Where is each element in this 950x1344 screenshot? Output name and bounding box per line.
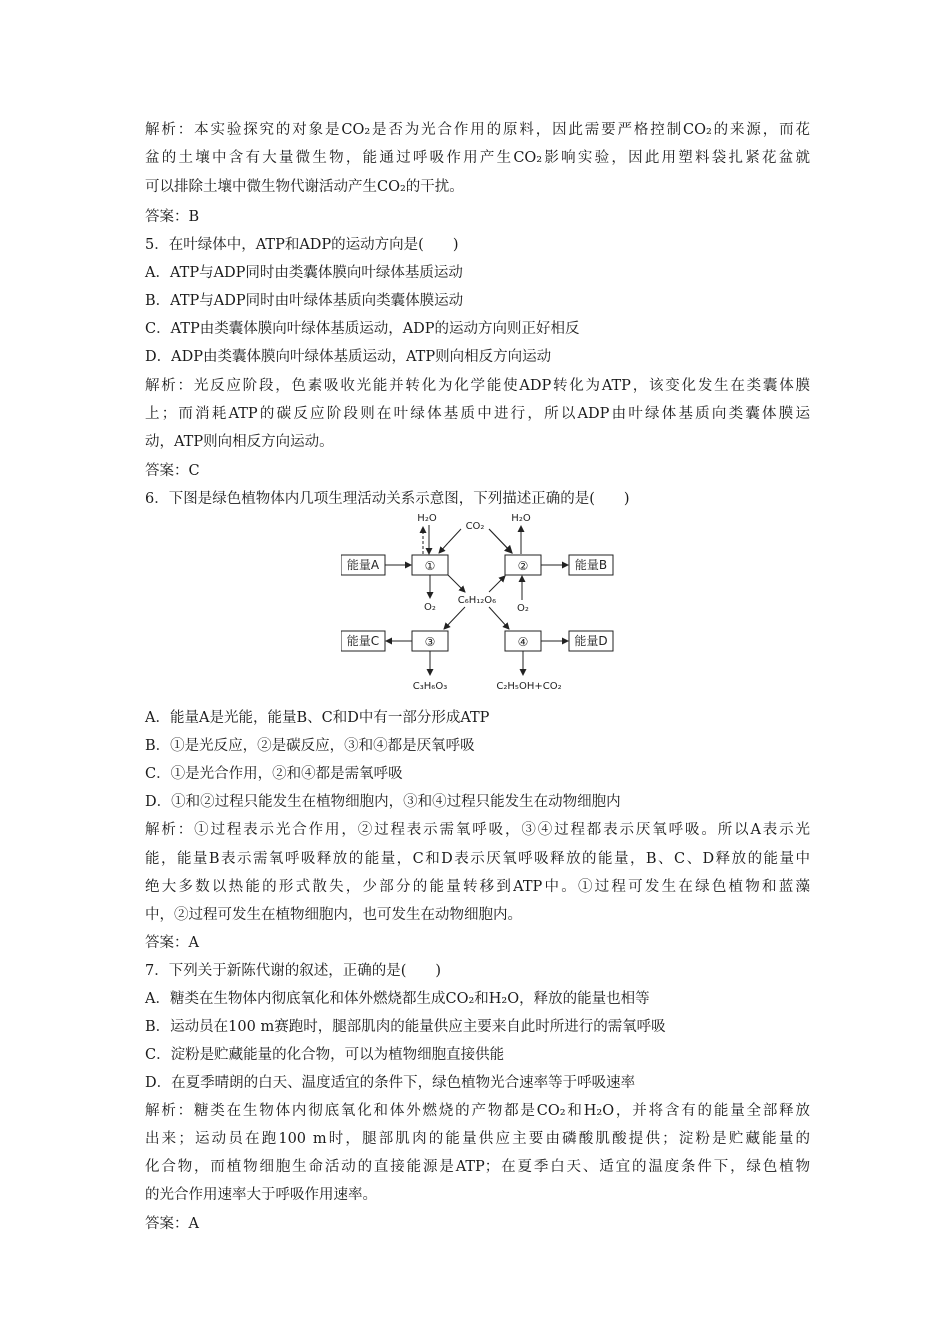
q6-option-d: D．①和②过程只能发生在植物细胞内，③和④过程只能发生在动物细胞内 <box>145 794 621 810</box>
h2o-label-1: H₂O <box>417 513 437 524</box>
co2-label: CO₂ <box>465 521 485 532</box>
q7-stem: 7．下列关于新陈代谢的叙述，正确的是( ) <box>145 963 442 979</box>
ethanol-co2-label: C₂H₅OH+CO₂ <box>496 681 562 692</box>
q7-option-b: B．运动员在100 m赛跑时，腿部肌肉的能量供应主要来自此时所进行的需氧呼吸 <box>145 1019 666 1035</box>
q6-stem: 6．下图是绿色植物体内几项生理活动关系示意图，下列描述正确的是( ) <box>145 491 630 507</box>
process-2-label: ② <box>517 559 529 573</box>
q6-option-b: B．①是光反应，②是碳反应，③和④都是厌氧呼吸 <box>145 738 475 754</box>
q7-answer: 答案：A <box>145 1216 199 1232</box>
q6-analysis-line-1: 解析：①过程表示光合作用，②过程表示需氧呼吸，③④过程都表示厌氧呼吸。所以A表示光 <box>145 822 810 838</box>
o2-label-1: O₂ <box>424 602 436 613</box>
q4-answer: 答案：B <box>145 209 200 225</box>
q6-analysis-line-3: 绝大多数以热能的形式散失，少部分的能量转移到ATP中。①过程可发生在绿色植物和蓝藻 <box>145 879 810 895</box>
q6-option-a: A．能量A是光能，能量B、C和D中有一部分形成ATP <box>145 710 490 726</box>
q7-option-d: D．在夏季晴朗的白天、温度适宜的条件下，绿色植物光合速率等于呼吸速率 <box>145 1075 636 1091</box>
process-3-label: ③ <box>424 635 436 649</box>
o2-label-2: O₂ <box>517 603 529 614</box>
process-4-label: ④ <box>517 635 529 649</box>
physiology-diagram <box>341 507 621 697</box>
energy-d-label: 能量D <box>574 634 608 648</box>
glucose-label: C₆H₁₂O₆ <box>457 595 497 606</box>
q5-option-c: C．ATP由类囊体膜向叶绿体基质运动，ADP的运动方向则正好相反 <box>145 321 580 337</box>
q4-analysis-line-3: 可以排除土壤中微生物代谢活动产生CO₂的干扰。 <box>145 179 464 195</box>
energy-a-label: 能量A <box>346 558 380 572</box>
q6-analysis-line-4: 中，②过程可发生在植物细胞内，也可发生在动物细胞内。 <box>145 907 522 923</box>
q5-answer: 答案：C <box>145 463 200 479</box>
q7-analysis-line-4: 的光合作用速率大于呼吸作用速率。 <box>145 1187 377 1203</box>
q5-option-a: A．ATP与ADP同时由类囊体膜向叶绿体基质运动 <box>145 265 463 281</box>
lactic-acid-label: C₃H₆O₃ <box>412 681 448 692</box>
q5-analysis-line-3: 动，ATP则向相反方向运动。 <box>145 434 334 450</box>
q4-analysis-line-1: 解析：本实验探究的对象是CO₂是否为光合作用的原料，因此需要严格控制CO₂的来源，而花 <box>145 122 810 138</box>
h2o-label-2: H₂O <box>511 513 531 524</box>
q7-option-a: A．糖类在生物体内彻底氧化和体外燃烧都生成CO₂和H₂O，释放的能量也相等 <box>145 991 650 1007</box>
q7-option-c: C．淀粉是贮藏能量的化合物，可以为植物细胞直接供能 <box>145 1047 505 1063</box>
q5-option-d: D．ADP由类囊体膜向叶绿体基质运动，ATP则向相反方向运动 <box>145 349 552 365</box>
q7-analysis-line-3: 化合物，而植物细胞生命活动的直接能源是ATP；在夏季白天、适宜的温度条件下，绿色植物 <box>145 1159 810 1175</box>
energy-b-label: 能量B <box>574 558 608 572</box>
q7-analysis-line-1: 解析：糖类在生物体内彻底氧化和体外燃烧的产物都是CO₂和H₂O，并将含有的能量全部释放 <box>145 1103 810 1119</box>
q6-option-c: C．①是光合作用，②和④都是需氧呼吸 <box>145 766 403 782</box>
q5-analysis-line-2: 上；而消耗ATP的碳反应阶段则在叶绿体基质中进行，所以ADP由叶绿体基质向类囊体膜运 <box>145 406 810 422</box>
q7-analysis-line-2: 出来；运动员在跑100 m时，腿部肌肉的能量供应主要由磷酸肌酸提供；淀粉是贮藏能量的 <box>145 1131 810 1147</box>
q5-stem: 5．在叶绿体中，ATP和ADP的运动方向是( ) <box>145 237 459 253</box>
q4-analysis-line-2: 盆的土壤中含有大量微生物，能通过呼吸作用产生CO₂影响实验，因此用塑料袋扎紧花盆就 <box>145 150 810 166</box>
process-1-label: ① <box>424 559 436 573</box>
q6-analysis-line-2: 能，能量B表示需氧呼吸释放的能量，C和D表示厌氧呼吸释放的能量，B、C、D释放的能量中 <box>145 851 810 867</box>
q5-analysis-line-1: 解析：光反应阶段，色素吸收光能并转化为化学能使ADP转化为ATP，该变化发生在类囊体膜 <box>145 378 810 394</box>
q6-answer: 答案：A <box>145 935 199 951</box>
q5-option-b: B．ATP与ADP同时由叶绿体基质向类囊体膜运动 <box>145 293 464 309</box>
energy-c-label: 能量C <box>346 634 380 648</box>
